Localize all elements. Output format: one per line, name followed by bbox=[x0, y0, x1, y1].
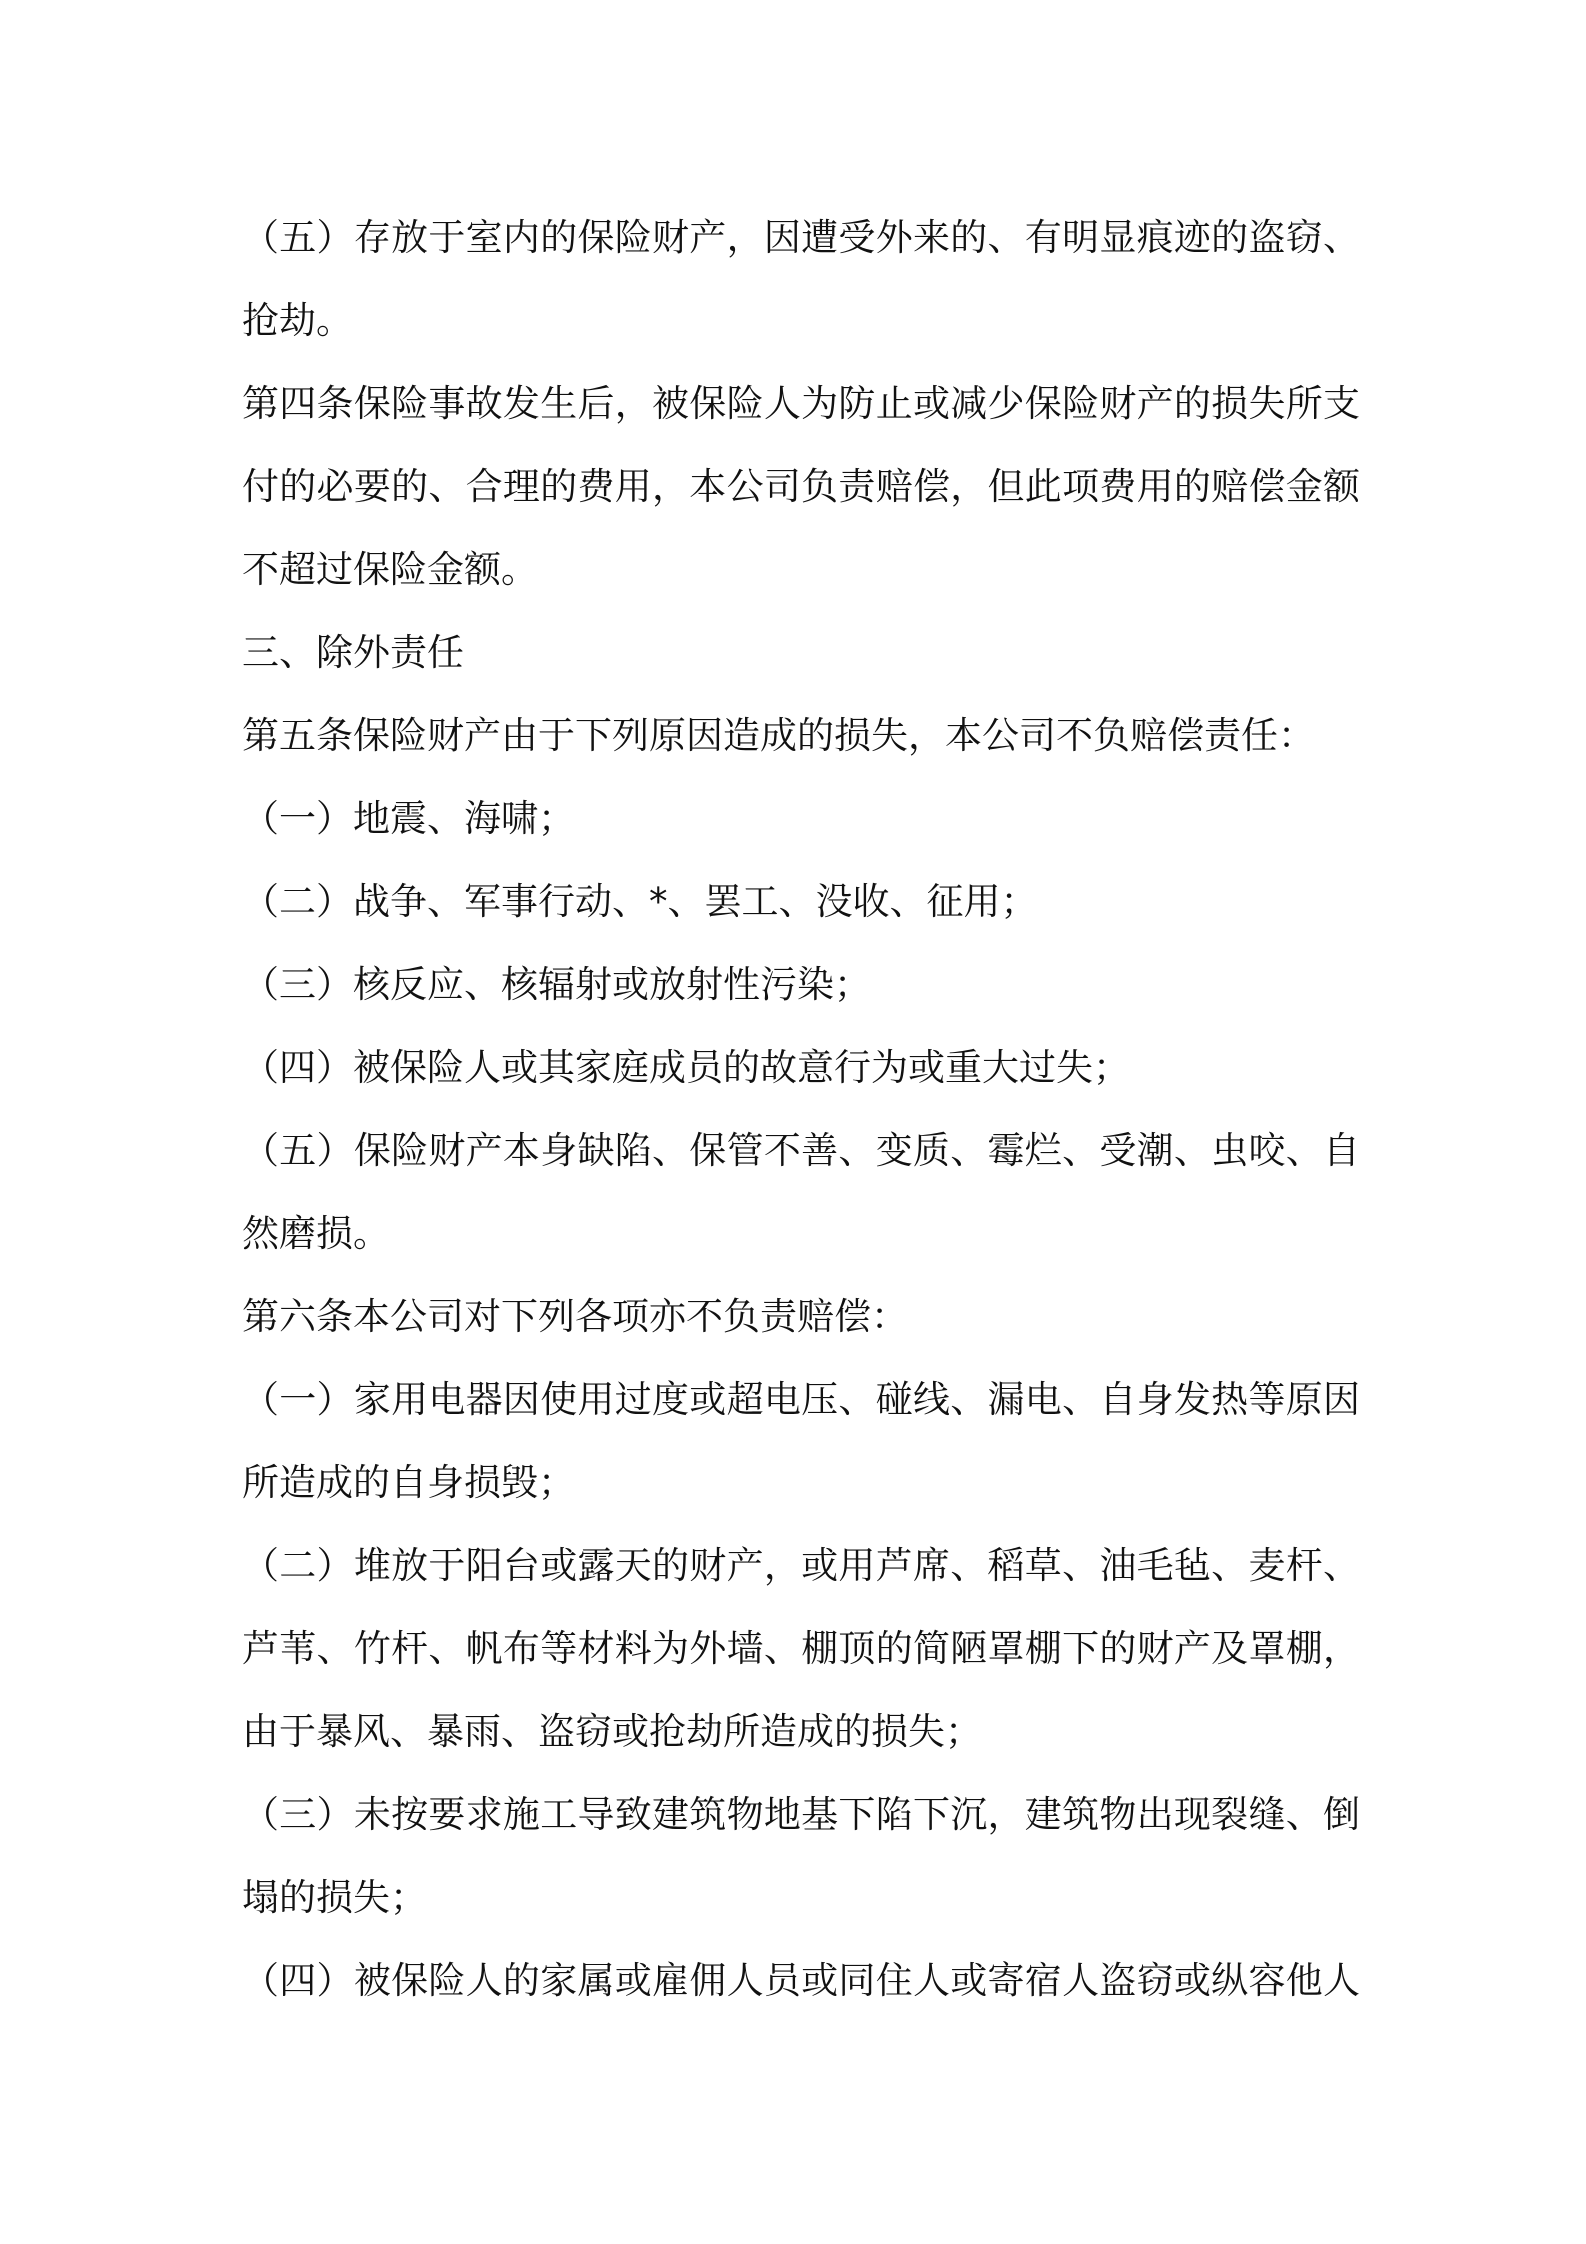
text-line-8: （一）地震、海啸； bbox=[242, 797, 575, 840]
text-line-21: 塌的损失； bbox=[242, 1876, 427, 1919]
text-line-4: 付的必要的、合理的费用，本公司负责赔偿，但此项费用的赔偿金额 bbox=[242, 465, 1360, 508]
text-line-16: 所造成的自身损毁； bbox=[242, 1461, 575, 1504]
text-line-13: 然磨损。 bbox=[242, 1212, 390, 1255]
text-line-9: （二）战争、军事行动、*、罢工、没收、征用； bbox=[242, 880, 1038, 923]
text-line-18: 芦苇、竹杆、帆布等材料为外墙、棚顶的简陋罩棚下的财产及罩棚， bbox=[242, 1627, 1360, 1670]
text-line-1: （五）存放于室内的保险财产，因遭受外来的、有明显痕迹的盗窃、 bbox=[242, 216, 1360, 259]
text-line-5: 不超过保险金额。 bbox=[242, 548, 538, 591]
text-line-3: 第四条保险事故发生后，被保险人为防止或减少保险财产的损失所支 bbox=[242, 382, 1360, 425]
section-heading-exclusions: 三、除外责任 bbox=[242, 631, 464, 674]
text-line-20: （三）未按要求施工导致建筑物地基下陷下沉，建筑物出现裂缝、倒 bbox=[242, 1793, 1360, 1836]
text-line-11: （四）被保险人或其家庭成员的故意行为或重大过失； bbox=[242, 1046, 1130, 1089]
text-line-7: 第五条保险财产由于下列原因造成的损失，本公司不负赔偿责任： bbox=[242, 714, 1315, 757]
text-line-15: （一）家用电器因使用过度或超电压、碰线、漏电、自身发热等原因 bbox=[242, 1378, 1360, 1421]
text-line-22: （四）被保险人的家属或雇佣人员或同住人或寄宿人盗窃或纵容他人 bbox=[242, 1959, 1360, 2002]
document-body bbox=[242, 196, 1360, 2022]
text-line-19: 由于暴风、暴雨、盗窃或抢劫所造成的损失； bbox=[242, 1710, 982, 1753]
text-line-2: 抢劫。 bbox=[242, 299, 353, 342]
text-line-17: （二）堆放于阳台或露天的财产，或用芦席、稻草、油毛毡、麦杆、 bbox=[242, 1544, 1360, 1587]
text-line-12: （五）保险财产本身缺陷、保管不善、变质、霉烂、受潮、虫咬、自 bbox=[242, 1129, 1360, 1172]
text-line-14: 第六条本公司对下列各项亦不负责赔偿： bbox=[242, 1295, 908, 1338]
text-line-10: （三）核反应、核辐射或放射性污染； bbox=[242, 963, 871, 1006]
